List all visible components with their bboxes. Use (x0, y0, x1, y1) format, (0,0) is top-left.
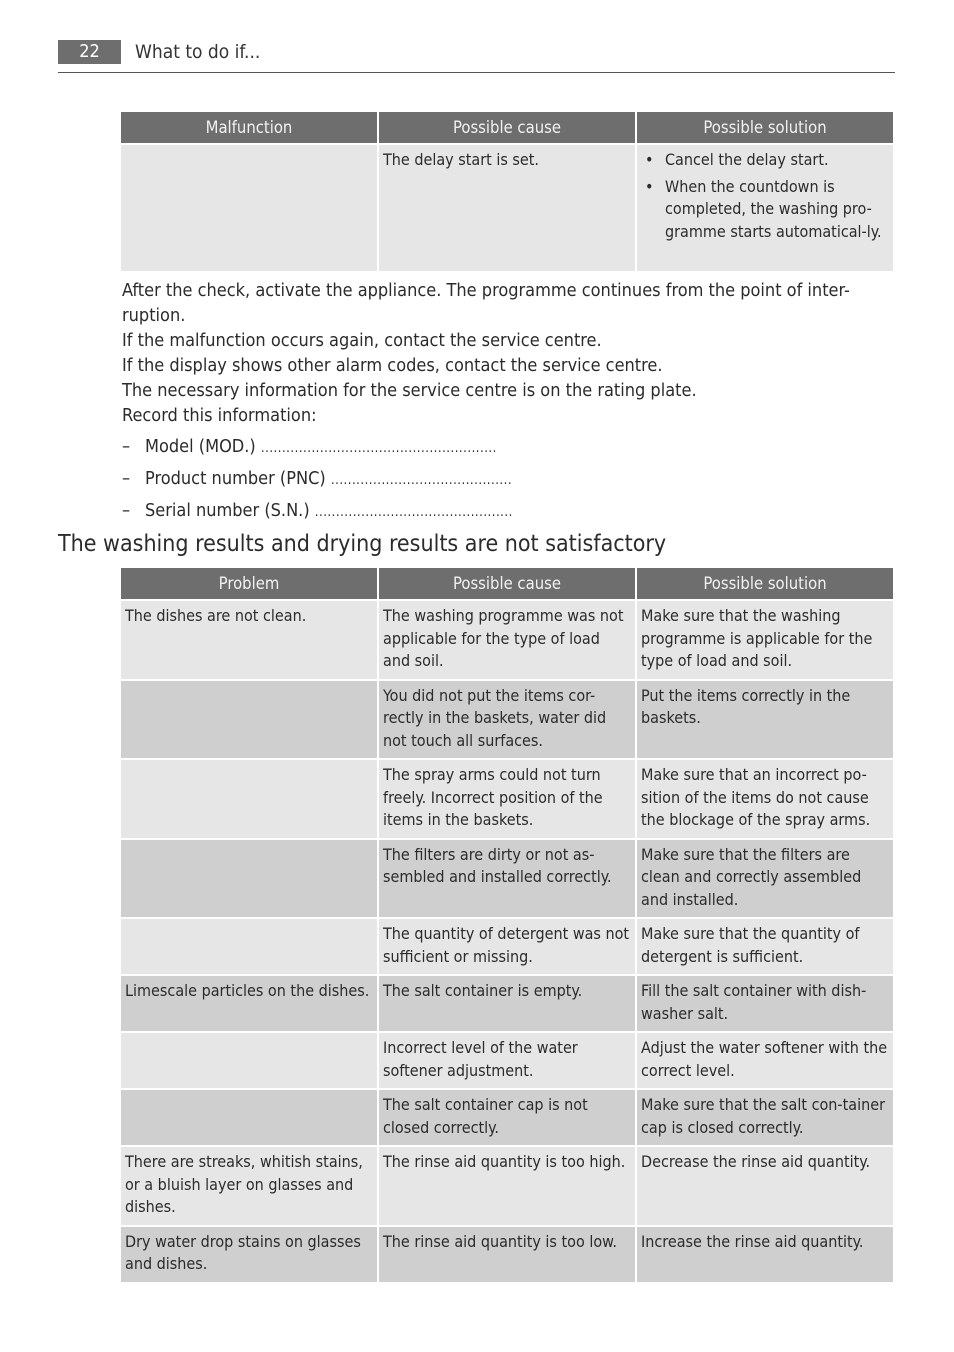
solution-cell: Increase the rinse aid quantity. (637, 1227, 893, 1282)
instruction-line: Record this information: (122, 405, 317, 426)
solution-cell: Make sure that the filters are clean and correctly assembled and installed. (637, 840, 893, 918)
solution-cell: Make sure that the quantity of detergent is sufficient. (637, 919, 893, 974)
header-possible-cause: Possible cause (379, 568, 635, 599)
problem-cell (121, 919, 377, 974)
list-item (122, 432, 894, 464)
cause-cell: The salt container cap is not closed correctly. (379, 1090, 635, 1145)
header-possible-solution: Possible solution (637, 568, 893, 599)
instruction-line: After the check, activate the appliance. The programme continues from the point of inter-ruption. (122, 280, 850, 326)
problem-cell: The dishes are not clean. (121, 601, 377, 679)
table-row (121, 840, 893, 918)
list-item (122, 464, 894, 496)
cause-cell: The rinse aid quantity is too high. (379, 1147, 635, 1225)
record-label: Product number (PNC) (145, 468, 326, 489)
cause-cell: The delay start is set. (379, 145, 635, 271)
list-item: • When the countdown is completed, the washing pro-gramme starts automatical-ly. (641, 176, 889, 244)
problem-cell (121, 1033, 377, 1088)
solution-cell: Make sure that an incorrect po-sition of the items do not cause the blockage of the spray arms. (637, 760, 893, 838)
problem-cell: There are streaks, whitish stains, or a bluish layer on glasses and dishes. (121, 1147, 377, 1225)
list-item: • Cancel the delay start. (641, 149, 889, 172)
table-row (121, 681, 893, 759)
cause-cell: You did not put the items cor-rectly in the baskets, water did not touch all surfaces. (379, 681, 635, 759)
problem-cell (121, 840, 377, 918)
instructions (122, 278, 894, 528)
record-dots: ........................................................ (260, 441, 497, 456)
cause-cell: The filters are dirty or not as-sembled and installed correctly. (379, 840, 635, 918)
table-row (121, 919, 893, 974)
instruction-line: The necessary information for the service centre is on the rating plate. (122, 380, 697, 401)
malfunction-cell (121, 145, 377, 271)
problem-cell: Dry water drop stains on glasses and dishes. (121, 1227, 377, 1282)
table-row (121, 1147, 893, 1225)
table-row (121, 145, 893, 271)
cause-cell: The quantity of detergent was not sufficient or missing. (379, 919, 635, 974)
instruction-line: If the display shows other alarm codes, contact the service centre. (122, 355, 663, 376)
record-label: Serial number (S.N.) (145, 500, 310, 521)
solution-cell: Decrease the rinse aid quantity. (637, 1147, 893, 1225)
cause-cell: Incorrect level of the water softener adjustment. (379, 1033, 635, 1088)
record-list (122, 432, 894, 528)
solution-cell: Put the items correctly in the baskets. (637, 681, 893, 759)
cause-cell: The spray arms could not turn freely. Incorrect position of the items in the baskets. (379, 760, 635, 838)
table-row (121, 1090, 893, 1145)
section-heading: The washing results and drying results are not satisfactory (58, 531, 667, 557)
solution-cell (637, 145, 893, 271)
cause-cell: The rinse aid quantity is too low. (379, 1227, 635, 1282)
problem-cell (121, 760, 377, 838)
solution-cell: Make sure that the washing programme is applicable for the type of load and soil. (637, 601, 893, 679)
cause-cell: The salt container is empty. (379, 976, 635, 1031)
header-problem: Problem (121, 568, 377, 599)
table-row (121, 601, 893, 679)
cause-cell: The washing programme was not applicable for the type of load and soil. (379, 601, 635, 679)
table-row (121, 1227, 893, 1282)
solution-list (641, 149, 889, 243)
header-malfunction: Malfunction (121, 112, 377, 143)
record-label: Model (MOD.) (145, 436, 256, 457)
section-title: What to do if... (135, 41, 261, 63)
table-row (121, 760, 893, 838)
record-dots: ............................................... (314, 505, 513, 520)
header-possible-solution: Possible solution (637, 112, 893, 143)
solution-cell: Make sure that the salt con-tainer cap is closed correctly. (637, 1090, 893, 1145)
problem-cell (121, 681, 377, 759)
header-possible-cause: Possible cause (379, 112, 635, 143)
list-item (122, 496, 894, 528)
washing-results-table (119, 566, 895, 1284)
solution-cell: Adjust the water softener with the correct level. (637, 1033, 893, 1088)
page-header (58, 40, 895, 73)
table-row (121, 976, 893, 1031)
record-dots: ........................................... (330, 473, 513, 488)
solution-cell: Fill the salt container with dish-washer salt. (637, 976, 893, 1031)
problem-cell (121, 1090, 377, 1145)
instruction-line: If the malfunction occurs again, contact the service centre. (122, 330, 602, 351)
malfunction-table (119, 110, 895, 273)
problem-cell: Limescale particles on the dishes. (121, 976, 377, 1031)
table-row (121, 1033, 893, 1088)
page-number: 22 (58, 40, 121, 64)
